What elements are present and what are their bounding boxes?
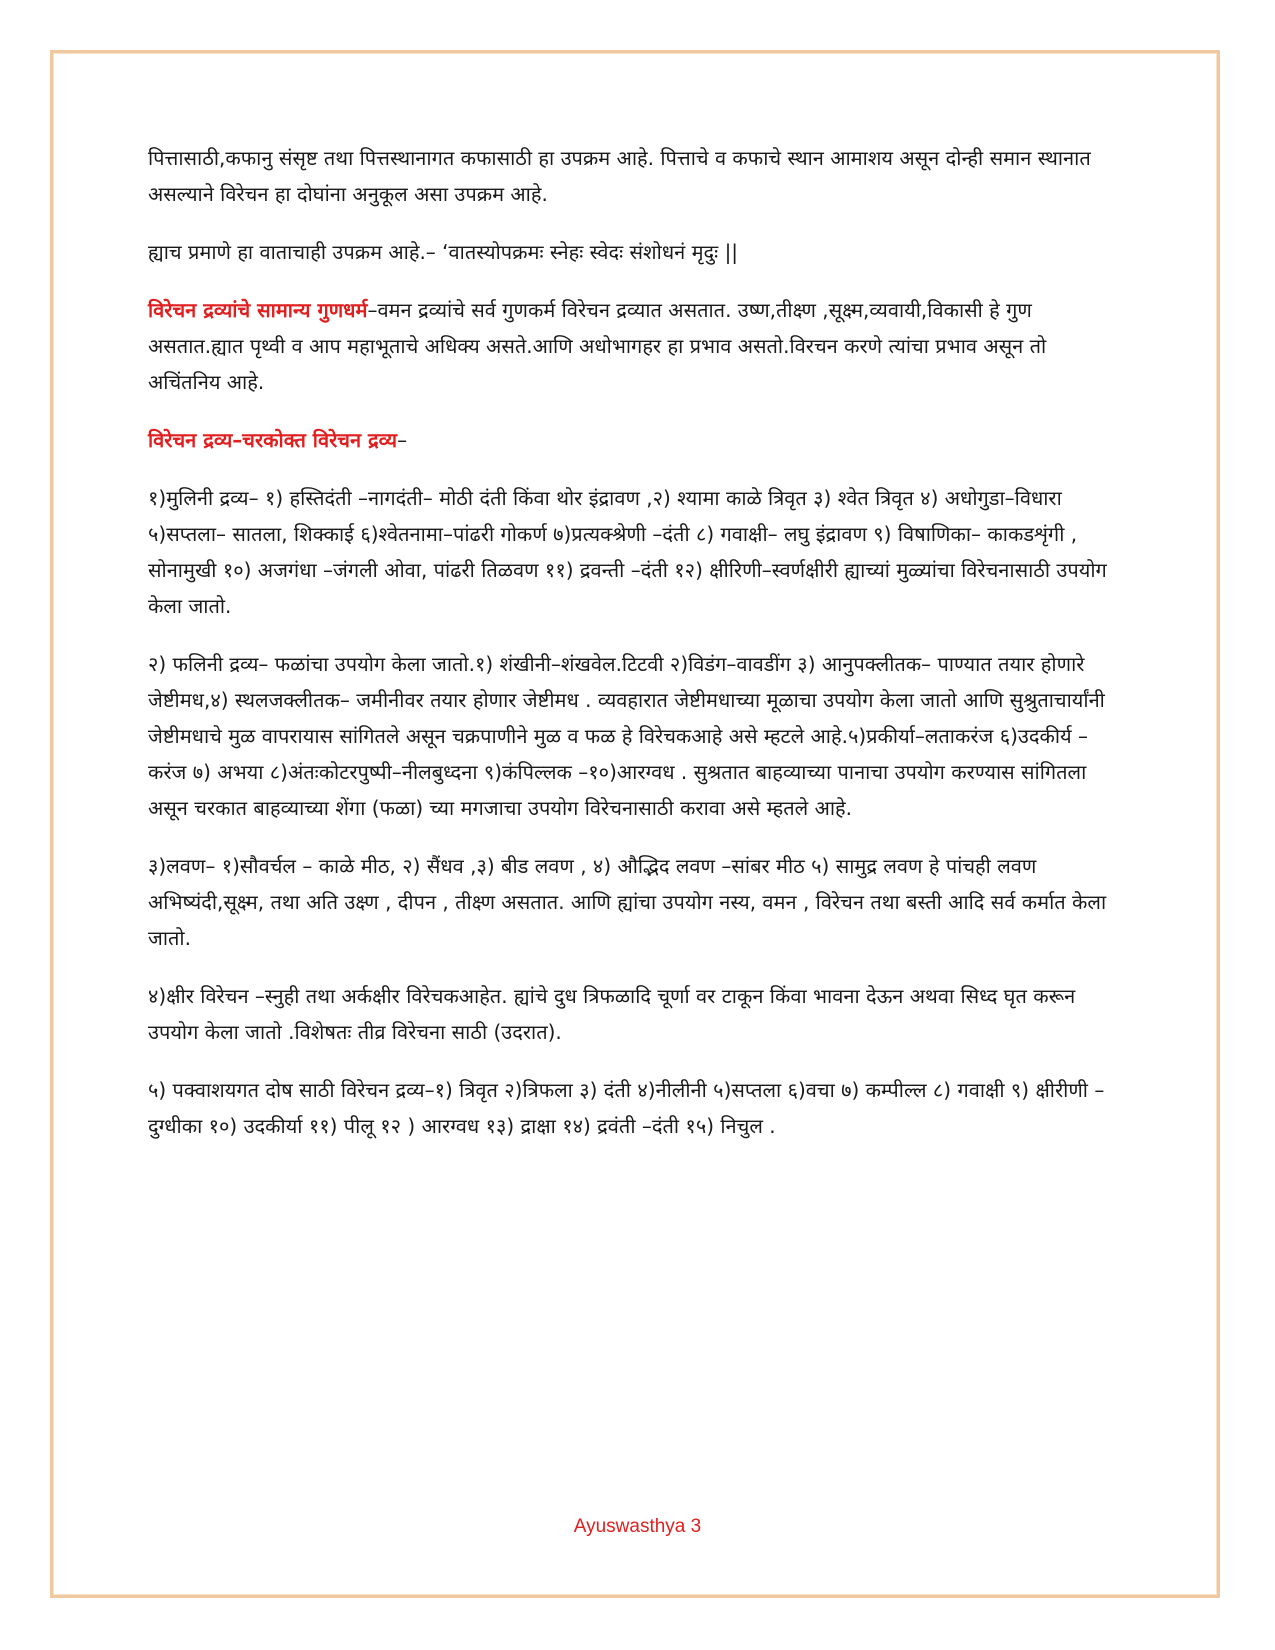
paragraph-properties xyxy=(148,292,1108,400)
section-heading-charaka: विरेचन द्रव्य–चरकोक्त विरेचन द्रव्य xyxy=(148,428,398,452)
paragraph-ksheera: ४)क्षीर विरेचन –स्नुही तथा अर्कक्षीर विरेचकआहेत. ह्यांचे दुध त्रिफळादि चूर्णा वर टाकून किंवा भावना देऊन अथवा सिध्द घृत करून उपयोग केला जातो .विशेषतः तीव्र विरेचना साठी (उदरात). xyxy=(148,984,1076,1044)
heading-dash: – xyxy=(397,428,408,452)
paragraph-charaka-heading xyxy=(148,422,1108,458)
paragraph-lavana: ३)लवण– १)सौवर्चल – काळे मीठ, २) सैंधव ,३) बीड लवण , ४) औद्भिद लवण –सांबर मीठ ५) सामुद्र लवण हे पांचही लवण अभिष्यंदी,सूक्ष्म, तथा अति उक्ष्ण , दीपन , तीक्ष्ण असतात. आणि ह्यांचा उपयोग नस्य, वमन , विरेचन तथा बस्ती आदि सर्व कर्मात केला जातो. xyxy=(148,854,1107,950)
paragraph-mulini: १)मुलिनी द्रव्य– १) हस्तिदंती –नागदंती– मोठी दंती किंवा थोर इंद्रावण ,२) श्यामा काळे त्रिवृत ३) श्वेत त्रिवृत ४) अधोगुडा–विधारा ५)सप्तला– सातला, शिक्काई ६)श्वेतनामा–पांढरी गोकर्ण ७)प्रत्यक्श्रेणी –दंती ८) गवाक्षी– लघु इंद्रावण ९) विषाणिका– काकडशृंगी , सोनामुखी १०) अजगंधा –जंगली ओवा, पांढरी तिळवण ११) द्रवन्ती –दंती १२) क्षीरिणी–स्वर्णक्षीरी ह्याच्यां मुळ्यांचा विरेचनासाठी उपयोग केला जातो. xyxy=(148,486,1107,618)
page-footer: Ayuswasthya 3 xyxy=(573,1516,702,1537)
section-heading-properties: विरेचन द्रव्यांचे सामान्य गुणधर्म xyxy=(148,298,368,322)
paragraph-pakvashaya: ५) पक्वाशयगत दोष साठी विरेचन द्रव्य–१) त्रिवृत २)त्रिफला ३) दंती ४)नीलीनी ५)सप्तला ६)वचा ७) कम्पील्ल ८) गवाक्षी ९) क्षीरीणी –दुग्धीका १०) उदकीर्या ११) पीलू १२ ) आरग्वध १३) द्राक्षा १४) द्रवंती –दंती १५) निचुल . xyxy=(148,1078,1105,1138)
document-body xyxy=(148,140,1108,1166)
paragraph-pitta: पित्तासाठी,कफानु संसृष्ट तथा पित्तस्थानागत कफासाठी हा उपक्रम आहे. पित्ताचे व कफाचे स्थान आमाशय असून दोन्ही समान स्थानात असल्याने विरेचन हा दोघांना अनुकूल असा उपक्रम आहे. xyxy=(148,146,1091,206)
paragraph-phalini: २) फलिनी द्रव्य– फळांचा उपयोग केला जातो.१) शंखीनी–शंखवेल.टिटवी २)विडंग–वावडींग ३) आनुपक्लीतक– पाण्यात तयार होणारे जेष्टीमध,४) स्थलजक्लीतक– जमीनीवर तयार होणार जेष्टीमध . व्यवहारात जेष्टीमधाच्या मूळाचा उपयोग केला जातो आणि सुश्रुताचार्यांनी जेष्टीमधाचे मुळ वापरायास सांगितले असून चक्रपाणीने मुळ व फळ हे विरेचकआहे असे म्हटले आहे.५)प्रकीर्या–लताकरंज ६)उदकीर्य –करंज ७) अभया ८)अंतःकोटरपुष्पी–नीलबुध्दना ९)कंपिल्लक –१०)आरग्वध . सुश्रतात बाहव्याच्या पानाचा उपयोग करण्यास सांगितला असून चरकात बाहव्याच्या शेंगा (फळा) च्या मगजाचा उपयोग विरेचनासाठी करावा असे म्हतले आहे. xyxy=(148,652,1105,820)
paragraph-properties-text: –वमन द्रव्यांचे सर्व गुणकर्म विरेचन द्रव्यात असतात. उष्ण,तीक्ष्ण ,सूक्ष्म,व्यवायी,विकासी हे गुण असतात.ह्यात पृथ्वी व आप महाभूताचे अधिक्य असते.आणि अधोभागहर हा प्रभाव असतो.विरचन करणे त्यांचा प्रभाव असून तो अचिंतनिय आहे. xyxy=(148,298,1047,394)
paragraph-vata: ह्याच प्रमाणे हा वाताचाही उपक्रम आहे.– ‘वातस्योपक्रमः स्नेहः स्वेदः संशोधनं मृदुः || xyxy=(148,240,739,264)
